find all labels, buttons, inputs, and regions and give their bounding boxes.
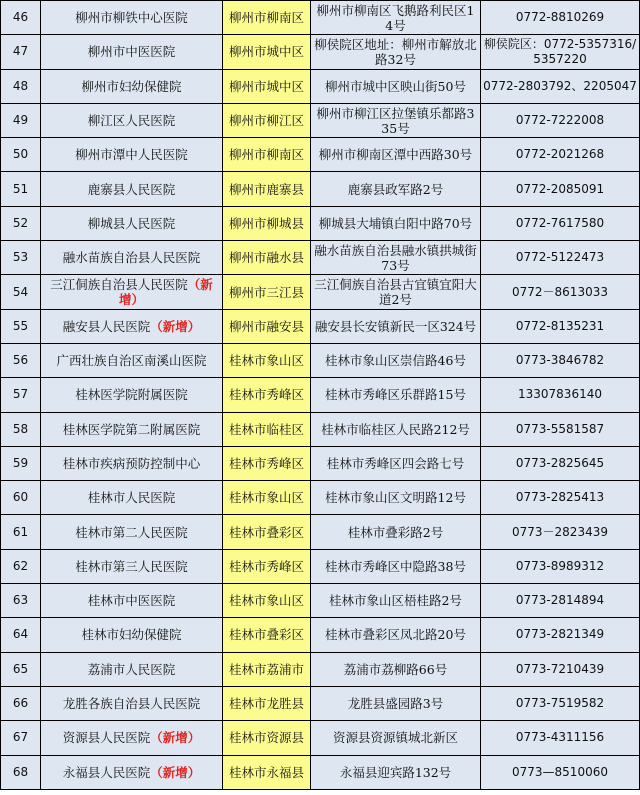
row-number: 53 <box>1 241 41 275</box>
district: 柳州市柳南区 <box>223 138 311 172</box>
hospital-name-cell <box>41 446 223 480</box>
hospital-name: 融水苗族自治县人民医院 <box>62 250 201 266</box>
district: 桂林市象山区 <box>223 584 311 618</box>
hospital-name-cell <box>41 618 223 652</box>
phone-number: 0772-7222008 <box>481 103 640 137</box>
hospital-name-cell <box>41 206 223 240</box>
hospital-name: 柳江区人民医院 <box>87 113 176 129</box>
district: 柳州市城中区 <box>223 69 311 103</box>
table-row <box>1 686 640 720</box>
row-number: 46 <box>1 1 41 35</box>
phone-number: 0773-2814894 <box>481 584 640 618</box>
district: 桂林市临桂区 <box>223 412 311 446</box>
hospital-name-cell <box>41 241 223 275</box>
hospital-name: 桂林市妇幼保健院 <box>81 627 182 643</box>
table-row <box>1 35 640 69</box>
row-number: 65 <box>1 652 41 686</box>
phone-number: 13307836140 <box>481 378 640 412</box>
district: 桂林市龙胜县 <box>223 686 311 720</box>
hospital-name-cell <box>41 309 223 343</box>
table-row <box>1 515 640 549</box>
phone-number: 0772-2085091 <box>481 172 640 206</box>
phone-number: 0773-2825413 <box>481 481 640 515</box>
row-number: 62 <box>1 549 41 583</box>
row-number: 51 <box>1 172 41 206</box>
district: 柳州市融安县 <box>223 309 311 343</box>
table-row <box>1 584 640 618</box>
phone-number: 0772-7617580 <box>481 206 640 240</box>
hospital-name-cell <box>41 275 223 309</box>
address: 桂林市秀峰区中隐路38号 <box>311 549 481 583</box>
table-row <box>1 309 640 343</box>
table-row <box>1 721 640 755</box>
address: 柳州市柳南区潭中西路30号 <box>311 138 481 172</box>
phone-number: 0772-2021268 <box>481 138 640 172</box>
hospital-name: 融安县人民医院 <box>62 318 151 334</box>
hospital-name-cell <box>41 584 223 618</box>
table-row <box>1 618 640 652</box>
address: 桂林市秀峰区乐群路15号 <box>311 378 481 412</box>
row-number: 58 <box>1 412 41 446</box>
hospital-table-body <box>1 1 640 790</box>
hospital-name-cell <box>41 515 223 549</box>
hospital-name-cell <box>41 69 223 103</box>
table-row <box>1 206 640 240</box>
table-row <box>1 549 640 583</box>
district: 柳州市柳江区 <box>223 103 311 137</box>
hospital-name: 柳州市潭中人民医院 <box>75 147 188 163</box>
address: 桂林市象山区梧桂路2号 <box>311 584 481 618</box>
new-badge: （新增） <box>150 730 201 746</box>
hospital-name: 柳州市柳铁中心医院 <box>75 10 188 26</box>
hospital-name-cell <box>41 755 223 789</box>
address: 柳州市城中区映山街50号 <box>311 69 481 103</box>
hospital-name: 桂林医学院附属医院 <box>75 387 188 403</box>
table-row <box>1 412 640 446</box>
new-badge: （新增） <box>118 277 213 308</box>
row-number: 54 <box>1 275 41 309</box>
table-row <box>1 103 640 137</box>
hospital-name: 永福县人民医院 <box>62 764 151 780</box>
row-number: 48 <box>1 69 41 103</box>
phone-number: 0773-7210439 <box>481 652 640 686</box>
phone-number: 0773-4311156 <box>481 721 640 755</box>
address: 融水苗族自治县融水镇拱城街73号 <box>311 241 481 275</box>
hospital-name: 龙胜各族自治县人民医院 <box>62 696 201 712</box>
row-number: 60 <box>1 481 41 515</box>
table-row <box>1 446 640 480</box>
row-number: 52 <box>1 206 41 240</box>
district: 柳州市柳南区 <box>223 1 311 35</box>
hospital-name: 广西壮族自治区南溪山医院 <box>56 353 207 369</box>
address: 桂林市临桂区人民路212号 <box>311 412 481 446</box>
new-badge: （新增） <box>150 764 201 780</box>
row-number: 47 <box>1 35 41 69</box>
row-number: 61 <box>1 515 41 549</box>
district: 桂林市叠彩区 <box>223 515 311 549</box>
district: 桂林市叠彩区 <box>223 618 311 652</box>
phone-number: 0772-8135231 <box>481 309 640 343</box>
phone-number: 0772－8613033 <box>481 275 640 309</box>
district: 柳州市融水县 <box>223 241 311 275</box>
address: 荔浦市荔柳路66号 <box>311 652 481 686</box>
phone-number: 0773—8510060 <box>481 755 640 789</box>
address: 桂林市象山区崇信路46号 <box>311 343 481 377</box>
hospital-name: 桂林市第三人民医院 <box>75 558 188 574</box>
row-number: 63 <box>1 584 41 618</box>
district: 桂林市资源县 <box>223 721 311 755</box>
hospital-name-cell <box>41 481 223 515</box>
hospital-name: 荔浦市人民医院 <box>87 661 176 677</box>
phone-number: 0773-3846782 <box>481 343 640 377</box>
hospital-name: 资源县人民医院 <box>62 730 151 746</box>
address: 桂林市叠彩路2号 <box>311 515 481 549</box>
table-row <box>1 138 640 172</box>
table-row <box>1 755 640 789</box>
address: 永福县迎宾路132号 <box>311 755 481 789</box>
row-number: 55 <box>1 309 41 343</box>
new-badge: （新增） <box>150 318 201 334</box>
phone-number: 0772-5122473 <box>481 241 640 275</box>
hospital-name-cell <box>41 686 223 720</box>
row-number: 68 <box>1 755 41 789</box>
hospital-name: 桂林市中医医院 <box>87 593 176 609</box>
district: 桂林市象山区 <box>223 343 311 377</box>
hospital-name: 桂林市疾病预防控制中心 <box>62 456 201 471</box>
phone-number: 0773-2825645 <box>481 446 640 480</box>
hospital-name-cell <box>41 103 223 137</box>
hospital-name: 柳州市妇幼保健院 <box>81 78 182 94</box>
phone-number: 0772-2803792、2205047 <box>481 69 640 103</box>
hospital-name-cell <box>41 721 223 755</box>
district: 柳州市鹿寨县 <box>223 172 311 206</box>
hospital-name: 柳州市中医医院 <box>87 44 176 60</box>
hospital-name: 柳城县人民医院 <box>87 215 176 231</box>
address: 融安县长安镇新民一区324号 <box>311 309 481 343</box>
address: 三江侗族自治县古宜镇宜阳大道2号 <box>311 275 481 309</box>
row-number: 67 <box>1 721 41 755</box>
row-number: 49 <box>1 103 41 137</box>
address: 资源县资源镇城北新区 <box>311 721 481 755</box>
address: 柳州市柳江区拉堡镇乐都路335号 <box>311 103 481 137</box>
phone-number: 0773－2823439 <box>481 515 640 549</box>
phone-number: 0773-7519582 <box>481 686 640 720</box>
district: 柳州市柳城县 <box>223 206 311 240</box>
hospital-name: 桂林市人民医院 <box>87 490 176 506</box>
hospital-name-cell <box>41 138 223 172</box>
address: 柳城县大埔镇白阳中路70号 <box>311 206 481 240</box>
hospital-name: 桂林市第二人民医院 <box>75 524 188 540</box>
address: 柳侯院区地址：柳州市解放北路32号 <box>311 35 481 69</box>
row-number: 57 <box>1 378 41 412</box>
hospital-name-cell <box>41 652 223 686</box>
district: 桂林市秀峰区 <box>223 446 311 480</box>
address: 柳州市柳南区飞鹅路利民区14号 <box>311 1 481 35</box>
row-number: 59 <box>1 446 41 480</box>
phone-number: 柳侯院区：0772-5357316/5357220 <box>481 35 640 69</box>
table-row <box>1 481 640 515</box>
phone-number: 0773-2821349 <box>481 618 640 652</box>
phone-number: 0773-8989312 <box>481 549 640 583</box>
table-row <box>1 652 640 686</box>
row-number: 50 <box>1 138 41 172</box>
hospital-name-cell <box>41 378 223 412</box>
district: 桂林市秀峰区 <box>223 549 311 583</box>
district: 桂林市秀峰区 <box>223 378 311 412</box>
hospital-name: 桂林医学院第二附属医院 <box>62 421 201 437</box>
district: 柳州市城中区 <box>223 35 311 69</box>
hospital-name: 三江侗族自治县人民医院 <box>50 277 188 293</box>
hospital-name-cell <box>41 35 223 69</box>
table-row <box>1 69 640 103</box>
hospital-name-cell <box>41 412 223 446</box>
row-number: 66 <box>1 686 41 720</box>
address: 桂林市秀峰区四会路七号 <box>311 446 481 480</box>
hospital-name-cell <box>41 1 223 35</box>
address: 桂林市象山区文明路12号 <box>311 481 481 515</box>
table-row <box>1 275 640 309</box>
district: 桂林市荔浦市 <box>223 652 311 686</box>
address: 龙胜县盛园路3号 <box>311 686 481 720</box>
district: 柳州市三江县 <box>223 275 311 309</box>
address: 鹿寨县政军路2号 <box>311 172 481 206</box>
district: 桂林市象山区 <box>223 481 311 515</box>
hospital-name-cell <box>41 549 223 583</box>
row-number: 64 <box>1 618 41 652</box>
table-row <box>1 172 640 206</box>
table-row <box>1 343 640 377</box>
table-row <box>1 241 640 275</box>
table-row <box>1 1 640 35</box>
district: 桂林市永福县 <box>223 755 311 789</box>
phone-number: 0772-8810269 <box>481 1 640 35</box>
address: 桂林市叠彩区凤北路20号 <box>311 618 481 652</box>
hospital-name: 鹿寨县人民医院 <box>87 181 176 197</box>
phone-number: 0773-5581587 <box>481 412 640 446</box>
table-row <box>1 378 640 412</box>
hospital-name-cell <box>41 172 223 206</box>
hospital-name-cell <box>41 343 223 377</box>
row-number: 56 <box>1 343 41 377</box>
